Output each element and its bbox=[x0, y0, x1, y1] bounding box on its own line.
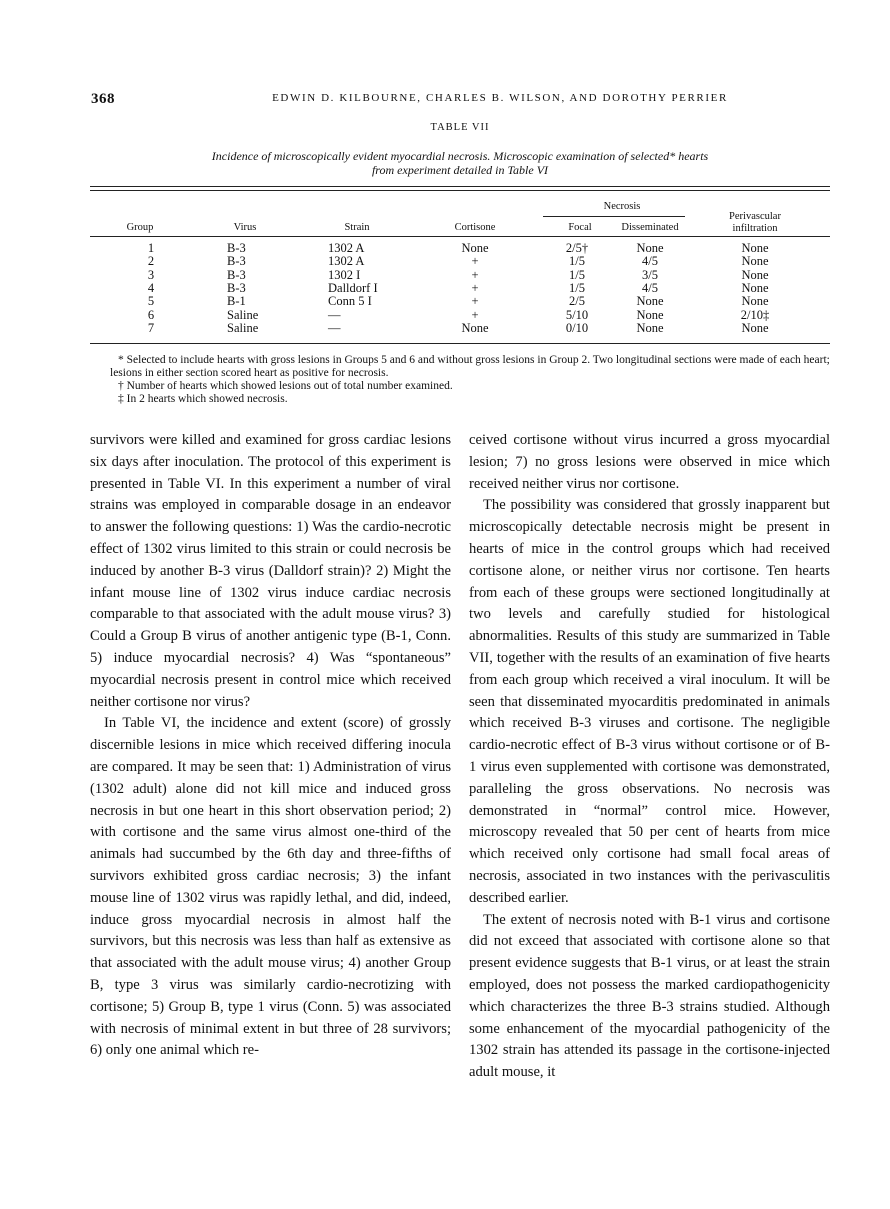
table-cell-cortisone: + bbox=[471, 254, 479, 269]
header-perivascular bbox=[715, 211, 795, 235]
left-column bbox=[90, 430, 451, 1062]
table-caption bbox=[140, 149, 780, 177]
table-cell-disseminated: None bbox=[636, 241, 664, 255]
header-disseminated: Disseminated bbox=[621, 222, 679, 233]
header-group: Group bbox=[126, 222, 154, 233]
table-cell-disseminated: 4/5 bbox=[642, 280, 658, 295]
table-bottom-rule bbox=[90, 343, 830, 344]
paragraph: The extent of necrosis noted with B-1 virus and cortisone did not exceed that associated with cortisone alone so that present evidence suggests that B-1 virus, or at least the strain employed, does not possess the marked cardiopathogenicity which characterizes the three B-3 strains studied. Although some enhancement of the myocardial pathogenicity of the 1302 strain has attended its passage in the cortisone-injected adult mouse, it bbox=[469, 911, 830, 1081]
table-cell-strain: — bbox=[328, 307, 341, 322]
table-header-rule bbox=[90, 236, 830, 237]
table-cell-focal: 0/10 bbox=[565, 320, 589, 335]
table-cell-disseminated: None bbox=[636, 307, 664, 322]
table-cell-perivascular: None bbox=[741, 280, 769, 295]
table-cell-strain: 1302 I bbox=[328, 267, 361, 282]
right-column bbox=[469, 430, 830, 1084]
table-cell-disseminated: 4/5 bbox=[642, 254, 658, 269]
table-row bbox=[90, 269, 830, 282]
table-cell-perivascular: None bbox=[741, 294, 769, 309]
table-cell-perivascular: None bbox=[741, 241, 769, 255]
header-virus: Virus bbox=[233, 222, 257, 233]
table-cell-disseminated: 3/5 bbox=[642, 267, 658, 282]
table-cell-virus: B-1 bbox=[227, 294, 246, 309]
table-cell-strain: Dalldorf I bbox=[328, 280, 378, 295]
footnote-double-dagger: ‡ In 2 hearts which showed necrosis. bbox=[118, 393, 288, 405]
page-number: 368 bbox=[91, 91, 115, 107]
table-cell-group: 4 bbox=[147, 280, 155, 295]
paragraph: ceived cortisone without virus incurred a gross myocardial lesion; 7) no gross lesions were observed in mice which received neither virus nor cortisone. bbox=[469, 432, 830, 492]
table-cell-strain: 1302 A bbox=[328, 254, 365, 269]
table-caption-line: Incidence of microscopically evident myocardial necrosis. Microscopic examination of selected* hearts bbox=[211, 149, 709, 163]
paragraph: In Table VI, the incidence and extent (score) of grossly discernible lesions in mice which received differing inocula are compared. It may be seen that: 1) Administration of virus (1302 adult) alone did not kill mice and induced gross necrosis in but one heart in this short observation period; 2) with cortisone and the same virus almost one-third of the animals had succumbed by the 6th day and three-fifths of survivors exhibited gross cardiac necrosis; 3) the infant mouse line of 1302 virus was rapidly lethal, and did, indeed, induce gross myocardial necrosis in almost half the survivors, but this necrosis was less than half as extensive as that associated with the adult mouse virus; 4) another Group B, type 3 virus was similarly cardio-necrotizing with cortisone; 5) Group B, type 1 virus (Conn. 5) was associated with necrosis of minimal extent in but three of 28 survivors; 6) only one animal which re- bbox=[90, 715, 451, 1059]
table-row bbox=[90, 242, 830, 255]
header-necrosis: Necrosis bbox=[603, 201, 641, 212]
header-focal: Focal bbox=[568, 222, 592, 233]
table-top-rule bbox=[90, 186, 830, 187]
table-cell-strain: 1302 A bbox=[328, 241, 365, 255]
table-cell-disseminated: None bbox=[636, 294, 664, 309]
table-cell-cortisone: + bbox=[471, 280, 479, 295]
table-cell-cortisone: + bbox=[471, 294, 479, 309]
table-cell-group: 2 bbox=[147, 254, 155, 269]
necrosis-subrule bbox=[543, 216, 685, 217]
table-cell-focal: 2/5† bbox=[565, 241, 589, 255]
table-cell-group: 5 bbox=[147, 294, 155, 309]
table-cell-virus: B-3 bbox=[227, 267, 246, 282]
table-cell-cortisone: + bbox=[471, 267, 479, 282]
header-cortisone: Cortisone bbox=[454, 222, 496, 233]
table-row bbox=[90, 255, 830, 268]
paragraph: survivors were killed and examined for gross cardiac lesions six days after inoculation. The protocol of this experiment is presented in Table VI. In this experiment a number of viral strains was employed in comparable dosage in an endeavor to answer the following questions: 1) Was the cardio-necrotic effect of 1302 virus limited to this strain or could necrosis be induced by another B-3 virus (Dalldorf strain)? 2) Might the infant mouse line of 1302 virus induce cardiac necrosis comparable to that associated with the adult mouse virus? 3) Could a Group B virus of another antigenic type (B-1, Conn. 5) induce myocardial necrosis? 4) Was “spontaneous” myocardial necrosis present in control mice which received neither cortisone nor virus? bbox=[90, 432, 451, 710]
table-cell-strain: Conn 5 I bbox=[328, 294, 372, 309]
running-head: EDWIN D. KILBOURNE, CHARLES B. WILSON, AND DOROTHY PERRIER bbox=[272, 92, 728, 104]
table-cell-group: 1 bbox=[147, 241, 155, 255]
table-cell-virus: Saline bbox=[227, 320, 259, 335]
table-cell-group: 7 bbox=[147, 320, 155, 335]
table-cell-disseminated: None bbox=[636, 320, 664, 335]
table-cell-cortisone: + bbox=[471, 307, 479, 322]
header-strain: Strain bbox=[344, 222, 370, 233]
table-cell-focal: 2/5 bbox=[569, 294, 585, 309]
table-cell-group: 6 bbox=[147, 307, 155, 322]
table-cell-group: 3 bbox=[147, 267, 155, 282]
table-cell-virus: Saline bbox=[227, 307, 259, 322]
footnote-star: * Selected to include hearts with gross lesions in Groups 5 and 6 and without gross lesions in Group 2. Two longitudinal sections were made of each heart; lesions in either section scored heart as positive for necrosis. bbox=[110, 354, 830, 379]
table-caption-line: from experiment detailed in Table VI bbox=[371, 163, 549, 177]
table-cell-cortisone: None bbox=[461, 241, 489, 255]
footnote-dagger: † Number of hearts which showed lesions out of total number examined. bbox=[118, 380, 453, 392]
table-cell-perivascular: None bbox=[741, 254, 769, 269]
table-footnotes bbox=[110, 354, 830, 406]
table-row bbox=[90, 309, 830, 322]
table-label: TABLE VII bbox=[430, 122, 490, 133]
table-row bbox=[90, 282, 830, 295]
table-cell-focal: 1/5 bbox=[569, 254, 585, 269]
table-cell-cortisone: None bbox=[461, 320, 489, 335]
table-cell-perivascular: None bbox=[741, 267, 769, 282]
table-cell-focal: 1/5 bbox=[569, 280, 585, 295]
table-row bbox=[90, 295, 830, 308]
table-cell-focal: 1/5 bbox=[569, 267, 585, 282]
table-row bbox=[90, 322, 830, 335]
table-cell-virus: B-3 bbox=[227, 241, 246, 255]
table-top-rule bbox=[90, 190, 830, 191]
table-cell-virus: B-3 bbox=[227, 280, 246, 295]
header-perivascular-line: Perivascular bbox=[729, 211, 781, 222]
table-cell-focal: 5/10 bbox=[565, 307, 589, 322]
table-cell-perivascular: 2/10‡ bbox=[740, 307, 770, 322]
table-cell-strain: — bbox=[328, 320, 341, 335]
paragraph: The possibility was considered that grossly inapparent but microscopically detectable necrosis might be present in hearts of mice in the control groups which had received cortisone alone, or neither virus nor cortisone. Ten hearts from each of these groups were sectioned longitudinally at two levels and carefully studied for histological abnormalities. Results of this study are summarized in Table VII, together with the results of an examination of five hearts from each group which received a viral inoculum. It will be seen that disseminated myocarditis predominated in animals which received B-3 viruses and cortisone. The negligible cardio-necrotic effect of B-3 virus without cortisone or of B-1 virus even supplemented with cortisone was demonstrated, paralleling the gross observations. No necrosis was demonstrated in “normal” control mice. However, microscopy revealed that 50 per cent of hearts from mice which received only cortisone had small focal areas of necrosis, associated in two instances with the perivasculitis described earlier. bbox=[469, 497, 830, 906]
table-cell-virus: B-3 bbox=[227, 254, 246, 269]
header-perivascular-line: infiltration bbox=[732, 223, 778, 234]
table-cell-perivascular: None bbox=[741, 320, 769, 335]
